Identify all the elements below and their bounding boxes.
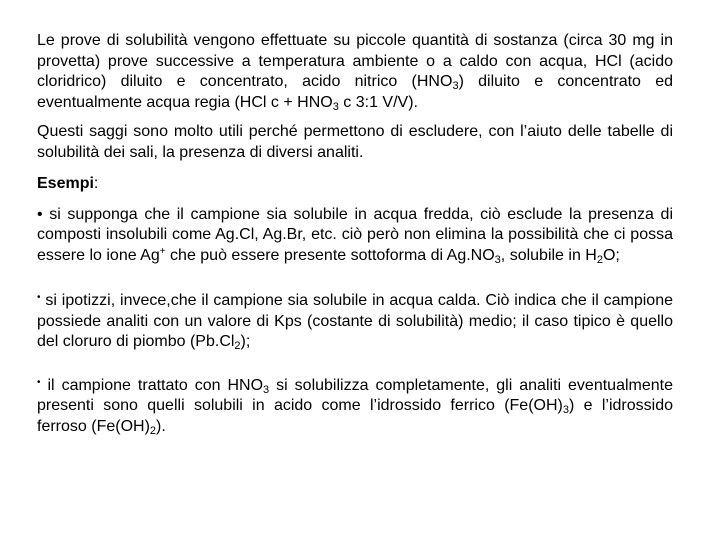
bullet-icon: • [37, 376, 41, 388]
subscript: 2 [234, 340, 241, 352]
superscript: + [159, 245, 166, 257]
bullet-icon: • [37, 205, 43, 223]
subscript: 3 [332, 100, 339, 113]
text-run: Le prove di solubilità vengono effettuate su piccole quantità di sostanza (circa 30 mg in provetta) prove successive a temperatura ambiente o a caldo con acqua, HCl (acido cloridrico) diluito e concentrato, acido nitrico (HNO [37, 32, 673, 90]
text-run: ). [156, 417, 166, 435]
text-run: che può essere presente sottoforma di Ag.NO [165, 246, 495, 264]
text-run: si ipotizzi, invece,che il campione sia solubile in acqua calda. Ciò indica che il campione possiede analiti con un valore di Kps (costante di solubilità) medio; il caso tipico è quello del cloruro di piombo (Pb.Cl [37, 292, 673, 350]
example-cold-water [37, 205, 673, 267]
subscript: 3 [562, 404, 569, 416]
text-run: Questi saggi sono molto utili perché permettono di escludere, con l’aiuto delle tabelle di solubilità dei sali, la presenza di diversi analiti. [37, 123, 673, 161]
text-run: il campione trattato con HNO [40, 376, 264, 394]
text-run: O; [602, 246, 620, 264]
text-run: ) e l’idrossido ferroso (Fe(OH) [37, 397, 673, 435]
subscript: 3 [263, 383, 270, 396]
example-hot-water [37, 291, 673, 353]
examples-heading-colon: : [93, 175, 99, 192]
bullet-icon: • [37, 292, 41, 303]
subscript: 3 [494, 253, 501, 266]
subscript: 3 [452, 80, 459, 92]
text-run: c 3:1 V/V). [338, 93, 418, 111]
text-run: si solubilizza completamente, gli analiti eventualmente presenti sono quelli solubili in acido come l’idrossido ferrico (Fe(OH) [37, 376, 673, 414]
subscript: 2 [149, 424, 157, 437]
slide-text-body [37, 31, 673, 437]
text-run: , solubile in H [500, 246, 597, 264]
examples-heading [37, 174, 673, 195]
examples-heading-label: Esempi [37, 175, 94, 192]
example-nitric-acid [37, 376, 673, 438]
text-run: ) diluito e concentrato ed eventualmente acqua regia (HCl c + HNO [37, 73, 674, 111]
text-run: si supponga che il campione sia solubile in acqua fredda, ciò esclude la presenza di composti insolubili come Ag.Cl, Ag.Br, etc. ciò però non elimina la possibilità che ci possa essere lo ione Ag [37, 205, 673, 264]
usefulness-paragraph [37, 122, 673, 163]
subscript: 2 [596, 253, 603, 266]
text-run: ); [240, 333, 251, 350]
intro-paragraph [37, 31, 673, 113]
